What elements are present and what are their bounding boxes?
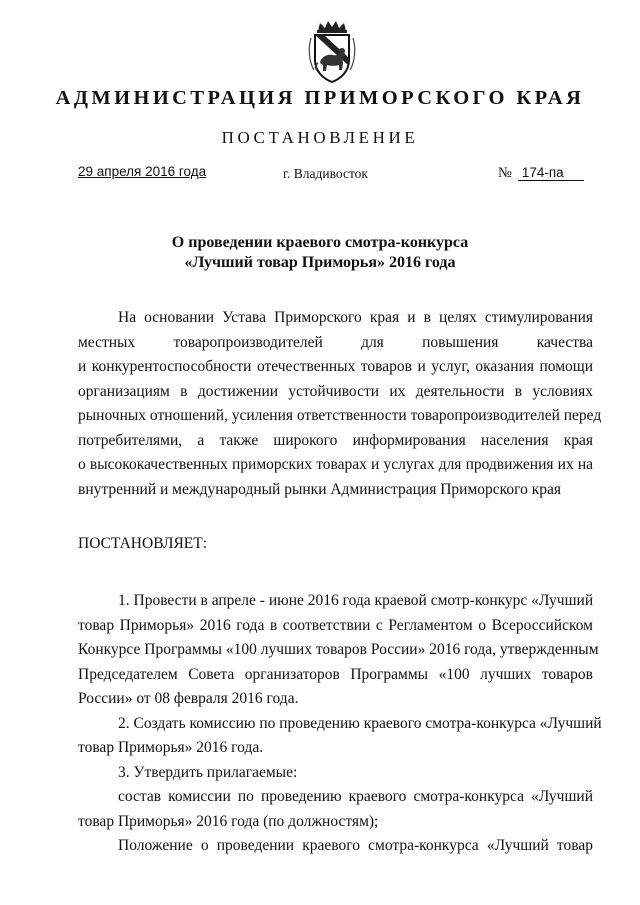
text-line: местных товаропроизводителей для повышения качества [78,333,593,351]
document-number [498,165,584,182]
text-line: состав комиссии по проведению краевого смотра-конкурса «Лучший [118,788,593,805]
subject-line: О проведении краевого смотра-конкурса [171,234,469,251]
text-line: организациям в достижении устойчивости их деятельности в условиях [78,382,593,400]
resolution-items [78,589,602,859]
text-line: внутренний и международный рынки Администрация Приморского края [78,480,562,498]
text-line: о высококачественных приморских товарах и услугах для продвижения их на [78,456,593,473]
text-line: 1. Провести в апреле - июне 2016 года краевой смотр-конкурс «Лучший [118,592,594,609]
text-line: Конкурсе Программы «100 лучших товаров России» 2016 года, утвержденным [78,641,599,658]
text-line: На основании Устава Приморского края и в целях стимулирования [118,309,593,326]
coat-of-arms-icon [302,18,362,86]
number-value: 174-па [518,165,584,181]
text-line: России» от 08 февраля 2016 года. [78,690,299,707]
text-line: Председателем Совета организаторов Программы «100 лучших товаров [78,665,593,683]
number-label: № [498,165,512,181]
preamble [78,306,602,502]
text-line: товар Приморья» 2016 года в соответствии с Регламентом о Всероссийском [78,616,593,634]
text-line: 2. Создать комиссию по проведению краевого смотра-конкурса «Лучший [118,714,602,732]
text-line: рыночных отношений, усиления ответственности товаропроизводителей перед [78,407,602,424]
text-line: потребителями, а также широкого информирования населения края [78,431,593,449]
organization-title: АДМИНИСТРАЦИЯ ПРИМОРСКОГО КРАЯ [55,87,585,109]
text-line: товар Приморья» 2016 года. [78,739,264,756]
text-line: Положение о проведении краевого смотра-конкурса «Лучший товар [118,837,593,854]
subject-line: «Лучший товар Приморья» 2016 года [184,254,456,271]
text-line: товар Приморья» 2016 года (по должностям); [78,812,379,830]
resolves-heading: ПОСТАНОВЛЯЕТ: [78,535,208,552]
text-line: 3. Утвердить прилагаемые: [118,763,298,781]
document-type: ПОСТАНОВЛЕНИЕ [221,128,419,147]
document-subject [0,233,640,273]
text-line: и конкурентоспособности отечественных товаров и услуг, оказания помощи [78,358,593,375]
document-date: 29 апреля 2016 года [78,164,207,179]
document-city: г. Владивосток [283,166,368,181]
